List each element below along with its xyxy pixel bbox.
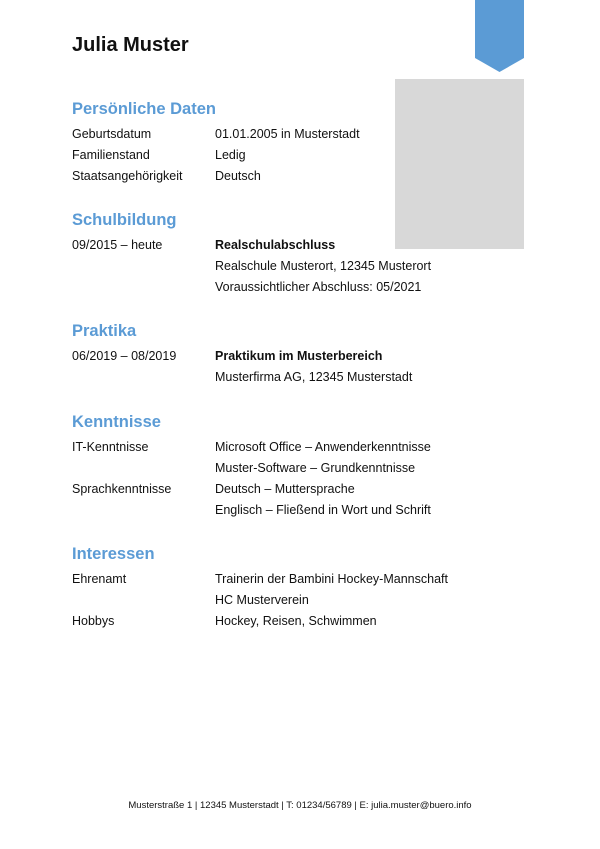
table-row <box>72 124 532 145</box>
applicant-name: Julia Muster <box>72 34 189 56</box>
row-label: Hobbys <box>72 614 115 628</box>
row-label: Ehrenamt <box>72 572 127 586</box>
row-label: Sprachkenntnisse <box>72 482 172 496</box>
row-value: Muster-Software – Grundkenntnisse <box>215 461 416 475</box>
row-label: Geburtsdatum <box>72 127 152 141</box>
row-value: Deutsch – Muttersprache <box>215 482 355 496</box>
section-title: Kenntnisse <box>72 413 161 431</box>
row-value: Deutsch <box>215 169 261 183</box>
row-value: Realschulabschluss <box>215 238 336 252</box>
table-row <box>72 166 532 187</box>
section-title: Persönliche Daten <box>72 100 216 118</box>
table-row <box>72 611 532 632</box>
section-personal-data <box>72 97 532 187</box>
row-label: Familienstand <box>72 148 150 162</box>
row-value: Ledig <box>215 148 246 162</box>
table-row <box>72 346 532 388</box>
section-title: Interessen <box>72 545 155 563</box>
row-label: IT-Kenntnisse <box>72 440 149 454</box>
section-internships <box>72 319 532 388</box>
row-value: Hockey, Reisen, Schwimmen <box>215 614 377 628</box>
table-row <box>72 437 532 479</box>
footer-contact-line: Musterstraße 1 | 12345 Musterstadt | T: 01234/56789 | E: julia.muster@buero.info <box>128 800 472 811</box>
section-title: Schulbildung <box>72 211 177 229</box>
section-skills <box>72 410 532 521</box>
row-label: Staatsangehörigkeit <box>72 169 183 183</box>
row-value: Realschule Musterort, 12345 Musterort <box>215 259 432 273</box>
section-interests <box>72 542 532 632</box>
row-value: HC Musterverein <box>215 593 309 607</box>
row-value: Trainerin der Bambini Hockey-Mannschaft <box>215 572 448 586</box>
row-value: Musterfirma AG, 12345 Musterstadt <box>215 370 413 384</box>
section-title: Praktika <box>72 322 137 340</box>
table-row <box>72 479 532 521</box>
row-value: Englisch – Fließend in Wort und Schrift <box>215 503 431 517</box>
table-row <box>72 145 532 166</box>
row-value: 01.01.2005 in Musterstadt <box>215 127 360 141</box>
bookmark-ribbon-icon <box>475 0 524 72</box>
row-value: Microsoft Office – Anwenderkenntnisse <box>215 440 431 454</box>
row-label: 06/2019 – 08/2019 <box>72 349 177 363</box>
row-value: Praktikum im Musterbereich <box>215 349 383 363</box>
table-row <box>72 235 532 298</box>
row-label: 09/2015 – heute <box>72 238 163 252</box>
section-schooling <box>72 208 532 298</box>
row-value: Voraussichtlicher Abschluss: 05/2021 <box>215 280 422 294</box>
table-row <box>72 569 532 611</box>
